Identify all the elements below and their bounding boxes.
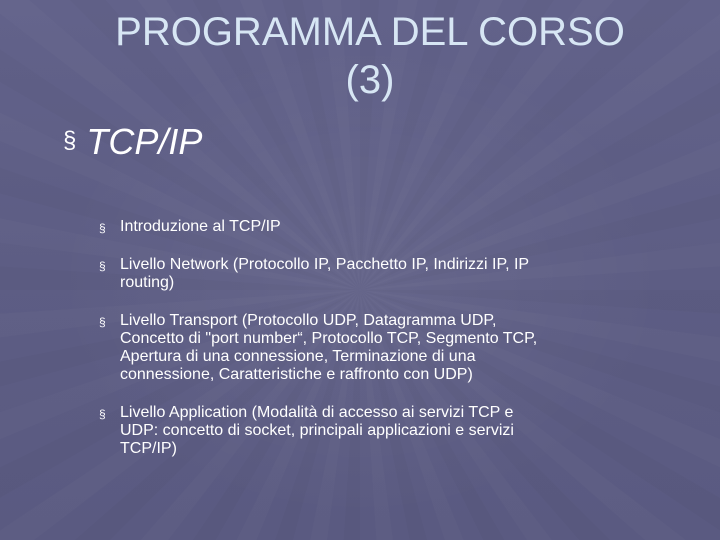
topic-line: routing) <box>120 274 175 291</box>
topic-line: connessione, Caratteristiche e raffronto con UDP) <box>120 366 473 383</box>
topic-line: UDP: concetto di socket, principali applicazioni e servizi <box>120 422 514 439</box>
title-line-2: (3) <box>345 58 395 102</box>
topic-line: Introduzione al TCP/IP <box>120 218 281 235</box>
bullet-icon: § <box>99 407 106 421</box>
title-line-1: PROGRAMMA DEL CORSO <box>115 10 625 54</box>
topic-list <box>99 218 679 458</box>
bullet-icon: § <box>99 315 106 329</box>
topic-line: TCP/IP) <box>120 440 177 457</box>
topic-item <box>99 312 679 384</box>
topic-item <box>99 256 679 292</box>
section-heading <box>63 120 202 169</box>
bullet-icon: § <box>99 221 106 235</box>
heading-bullet-icon: § <box>63 127 77 154</box>
topic-line: Concetto di "port number“, Protocollo TCP, Segmento TCP, <box>120 330 538 347</box>
topic-line: Livello Network (Protocollo IP, Pacchetto IP, Indirizzi IP, IP <box>120 256 530 273</box>
slide-title <box>60 8 680 104</box>
topic-item <box>99 404 679 458</box>
topic-line: Apertura di una connessione, Terminazione di una <box>120 348 476 365</box>
topic-line: Livello Transport (Protocollo UDP, Datagramma UDP, <box>120 312 497 329</box>
bullet-icon: § <box>99 259 106 273</box>
heading-text: TCP/IP <box>86 121 203 162</box>
topic-item <box>99 218 679 236</box>
topic-line: Livello Application (Modalità di accesso ai servizi TCP e <box>120 404 514 421</box>
